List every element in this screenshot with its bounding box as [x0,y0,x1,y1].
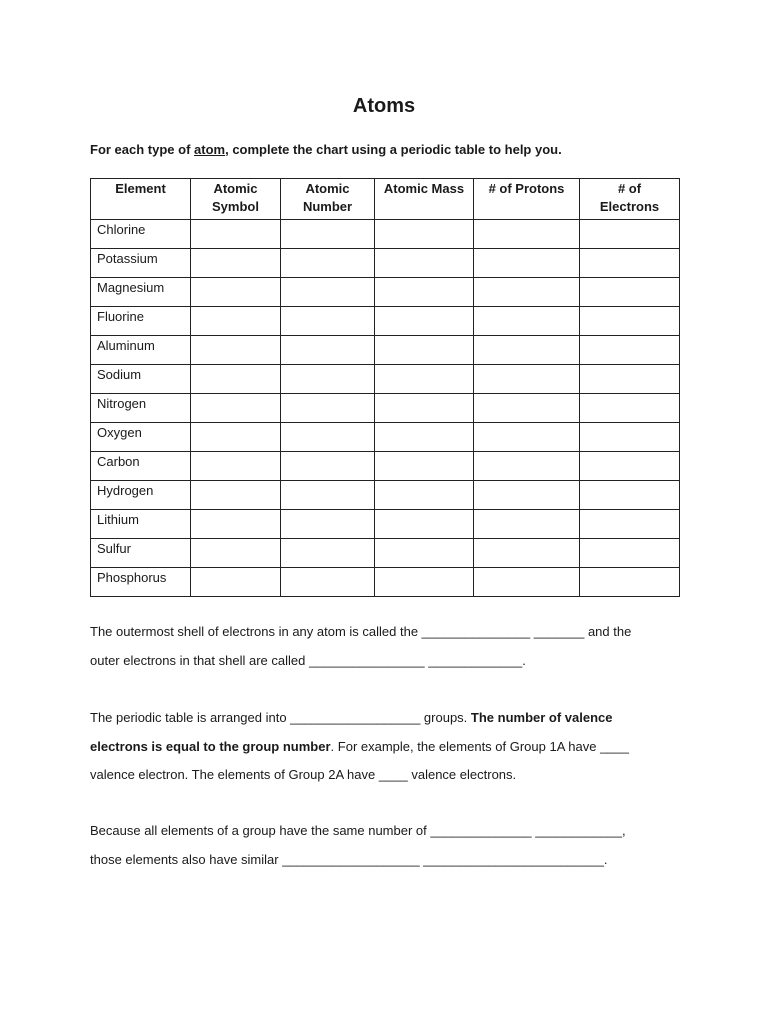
blank-answer-cell[interactable] [191,568,281,597]
column-header [281,179,375,220]
column-header-line: Symbol [212,199,259,214]
paragraph-text: The periodic table is arranged into __________________ groups. [90,710,471,725]
table-row [91,220,680,249]
table-row [91,539,680,568]
blank-answer-cell[interactable] [474,539,580,568]
element-name-cell: Aluminum [91,336,191,365]
blank-answer-cell[interactable] [191,220,281,249]
column-header-line: # of Protons [488,181,565,196]
blank-answer-cell[interactable] [375,510,474,539]
blank-answer-cell[interactable] [191,539,281,568]
table-row [91,423,680,452]
element-name-cell: Carbon [91,452,191,481]
instructions-underlined-word: atom [194,142,226,157]
table-row [91,336,680,365]
element-chart [90,178,680,597]
column-header-line: Electrons [599,199,660,214]
blank-answer-cell[interactable] [580,423,680,452]
table-row [91,394,680,423]
instructions-text-after: , complete the chart using a periodic table to help you. [225,142,562,157]
blank-answer-cell[interactable] [281,220,375,249]
blank-answer-cell[interactable] [474,278,580,307]
paragraph-text: . For example, the elements of Group 1A have ____ [330,738,630,754]
blank-answer-cell[interactable] [281,481,375,510]
blank-answer-cell[interactable] [580,539,680,568]
paragraph-line [90,733,680,762]
blank-answer-cell[interactable] [580,278,680,307]
blank-answer-cell[interactable] [281,568,375,597]
blank-answer-cell[interactable] [281,365,375,394]
blank-answer-cell[interactable] [375,249,474,278]
page-title: Atoms [352,95,416,117]
blank-answer-cell[interactable] [474,452,580,481]
element-name-cell: Sulfur [91,539,191,568]
blank-answer-cell[interactable] [580,307,680,336]
element-name-cell: Nitrogen [91,394,191,423]
blank-answer-cell[interactable] [375,481,474,510]
paragraph-group-properties [90,817,680,874]
paragraph-valence-shell [90,618,680,675]
paragraph-line: The outermost shell of electrons in any atom is called the _______________ _______ and the [90,624,632,639]
paragraph-bold-text: electrons is equal to the group number [90,738,331,754]
blank-answer-cell[interactable] [191,365,281,394]
blank-answer-cell[interactable] [474,510,580,539]
column-header-line: # of [617,181,642,196]
blank-answer-cell[interactable] [281,278,375,307]
paragraph-line: valence electron. The elements of Group 2A have ____ valence electrons. [90,767,517,782]
element-name-cell: Chlorine [91,220,191,249]
table-header-row [91,179,680,220]
blank-answer-cell[interactable] [474,249,580,278]
blank-answer-cell[interactable] [375,452,474,481]
blank-answer-cell[interactable] [580,249,680,278]
table-row [91,568,680,597]
blank-answer-cell[interactable] [474,336,580,365]
blank-answer-cell[interactable] [281,510,375,539]
blank-answer-cell[interactable] [191,336,281,365]
column-header [91,179,191,220]
column-header [580,179,680,220]
column-header [375,179,474,220]
blank-answer-cell[interactable] [375,365,474,394]
element-name-cell: Oxygen [91,423,191,452]
column-header-line: Atomic Mass [383,181,465,196]
blank-answer-cell[interactable] [375,336,474,365]
blank-answer-cell[interactable] [580,481,680,510]
column-header-line: Number [302,199,353,214]
column-header-line: Atomic [305,181,350,196]
paragraph-line: those elements also have similar ___________________ _________________________. [90,851,608,867]
blank-answer-cell[interactable] [281,423,375,452]
paragraph-line: Because all elements of a group have the same number of ______________ ____________, [90,823,626,838]
instructions [90,142,562,157]
table-row [91,365,680,394]
blank-answer-cell[interactable] [281,249,375,278]
blank-answer-cell[interactable] [375,423,474,452]
paragraph-bold-text: The number of valence [470,710,613,725]
blank-answer-cell[interactable] [580,365,680,394]
table-body [91,220,680,597]
blank-answer-cell[interactable] [580,336,680,365]
column-header-line: Atomic [213,181,258,196]
blank-answer-cell[interactable] [375,307,474,336]
blank-answer-cell[interactable] [474,365,580,394]
blank-answer-cell[interactable] [191,278,281,307]
blank-answer-cell[interactable] [580,394,680,423]
table-row [91,307,680,336]
blank-answer-cell[interactable] [281,452,375,481]
table-row [91,452,680,481]
blank-answer-cell[interactable] [474,394,580,423]
element-name-cell: Hydrogen [91,481,191,510]
blank-answer-cell[interactable] [375,220,474,249]
blank-answer-cell[interactable] [580,220,680,249]
blank-answer-cell[interactable] [191,394,281,423]
table-row [91,278,680,307]
blank-answer-cell[interactable] [474,568,580,597]
column-header-line: Element [115,181,166,196]
blank-answer-cell[interactable] [191,307,281,336]
blank-answer-cell[interactable] [375,394,474,423]
blank-answer-cell[interactable] [191,510,281,539]
element-name-cell: Phosphorus [91,568,191,597]
element-name-cell: Lithium [91,510,191,539]
blank-answer-cell[interactable] [281,394,375,423]
blank-answer-cell[interactable] [580,452,680,481]
blank-answer-cell[interactable] [191,481,281,510]
column-header [474,179,580,220]
element-name-cell: Sodium [91,365,191,394]
blank-answer-cell[interactable] [191,249,281,278]
paragraph-periodic-groups [90,704,680,790]
blank-answer-cell[interactable] [281,539,375,568]
blank-answer-cell[interactable] [375,278,474,307]
blank-answer-cell[interactable] [281,307,375,336]
table-row [91,510,680,539]
blank-answer-cell[interactable] [474,481,580,510]
element-name-cell: Fluorine [91,307,191,336]
blank-answer-cell[interactable] [474,307,580,336]
blank-answer-cell[interactable] [474,220,580,249]
blank-answer-cell[interactable] [281,336,375,365]
blank-answer-cell[interactable] [474,423,580,452]
blank-answer-cell[interactable] [375,539,474,568]
paragraph-line: outer electrons in that shell are called ________________ _____________. [90,652,526,668]
element-name-cell: Potassium [91,249,191,278]
blank-answer-cell[interactable] [191,423,281,452]
blank-answer-cell[interactable] [375,568,474,597]
column-header [191,179,281,220]
blank-answer-cell[interactable] [580,568,680,597]
blank-answer-cell[interactable] [580,510,680,539]
table-row [91,481,680,510]
instructions-text-before: For each type of [90,142,195,157]
table-row [91,249,680,278]
blank-answer-cell[interactable] [191,452,281,481]
paragraph-line [90,704,680,733]
element-name-cell: Magnesium [91,278,191,307]
